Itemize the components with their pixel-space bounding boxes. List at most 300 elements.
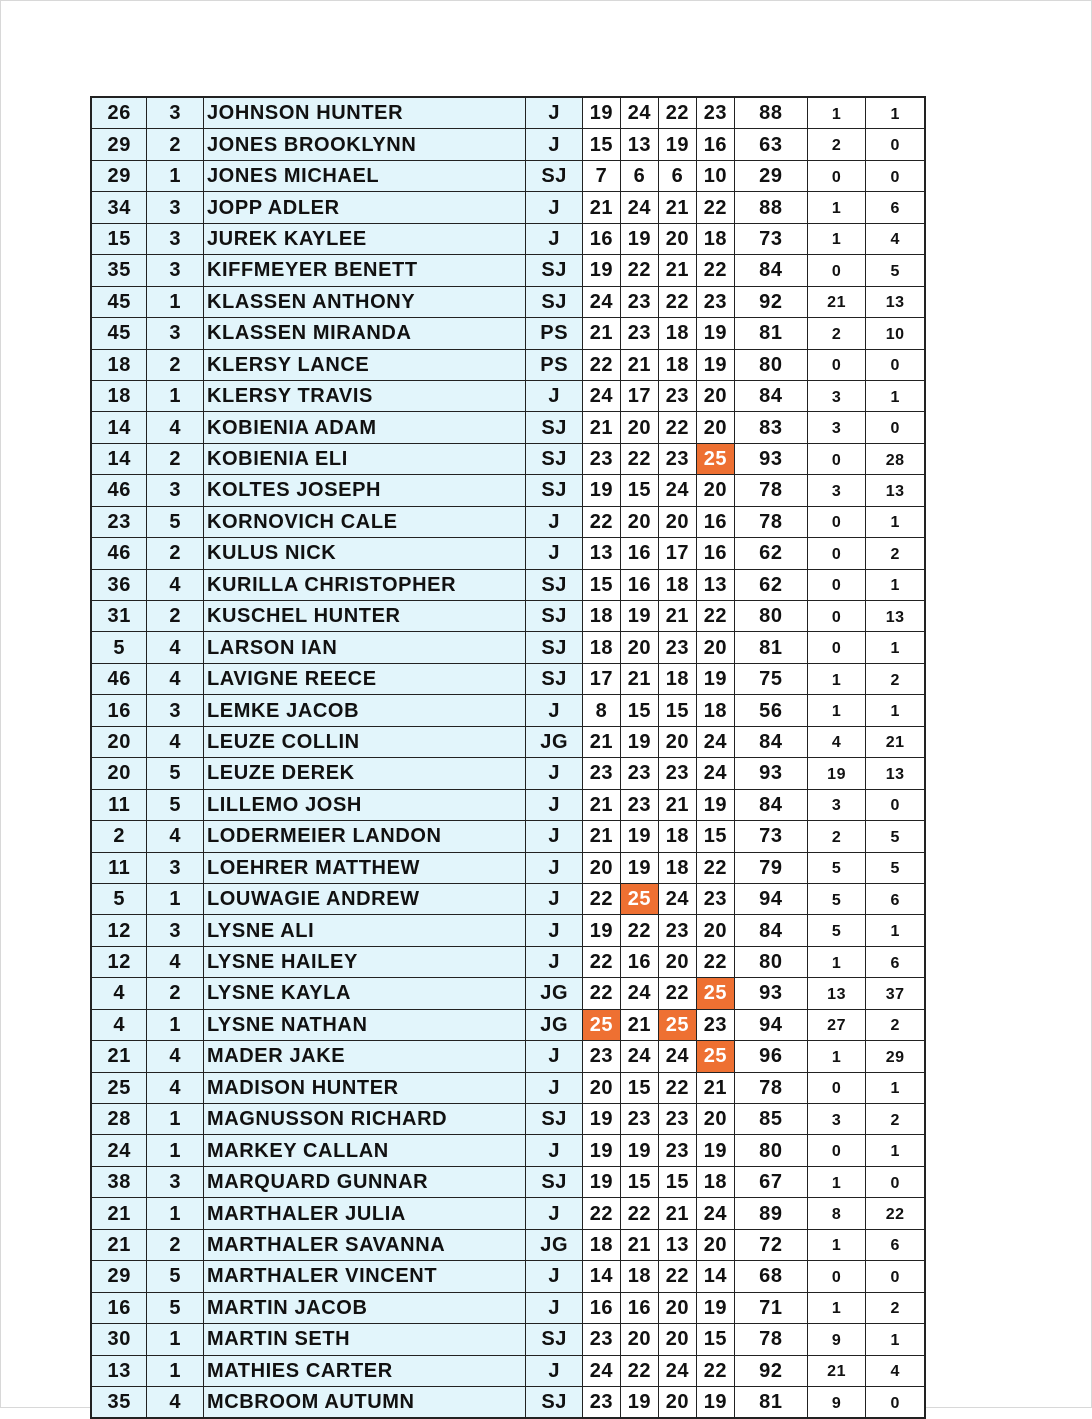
shooter-name-cell: KORNOVICH CALE xyxy=(203,506,526,537)
round-4-cell: 20 xyxy=(696,412,734,443)
round-4-cell: 25 xyxy=(696,1041,734,1072)
position-cell: 2 xyxy=(147,538,203,569)
total-cell: 89 xyxy=(734,1198,807,1229)
position-cell: 3 xyxy=(147,695,203,726)
table-row xyxy=(91,695,925,726)
x-count-cell: 2 xyxy=(807,821,866,852)
shooter-name-cell: LEUZE COLLIN xyxy=(203,726,526,757)
round-4-cell: 22 xyxy=(696,852,734,883)
x-count-cell: 0 xyxy=(807,1135,866,1166)
round-1-cell: 21 xyxy=(582,789,620,820)
round-2-cell: 16 xyxy=(620,946,658,977)
position-cell: 4 xyxy=(147,1072,203,1103)
x-count-cell: 2 xyxy=(807,129,866,160)
table-row xyxy=(91,601,925,632)
round-1-cell: 19 xyxy=(582,1166,620,1197)
round-3-cell: 20 xyxy=(658,1324,696,1355)
lane-cell: 12 xyxy=(91,915,147,946)
position-cell: 2 xyxy=(147,443,203,474)
table-row xyxy=(91,223,925,254)
table-row xyxy=(91,663,925,694)
round-3-cell: 19 xyxy=(658,129,696,160)
round-4-cell: 10 xyxy=(696,160,734,191)
round-1-cell: 18 xyxy=(582,632,620,663)
x-count-cell: 19 xyxy=(807,758,866,789)
table-row xyxy=(91,758,925,789)
class-cell: J xyxy=(526,1261,582,1292)
round-3-cell: 18 xyxy=(658,852,696,883)
lane-cell: 45 xyxy=(91,286,147,317)
lane-cell: 45 xyxy=(91,318,147,349)
t-count-cell: 1 xyxy=(866,915,925,946)
shooter-name-cell: KOBIENIA ELI xyxy=(203,443,526,474)
total-cell: 81 xyxy=(734,318,807,349)
table-row xyxy=(91,915,925,946)
table-row xyxy=(91,821,925,852)
round-1-cell: 7 xyxy=(582,160,620,191)
round-1-cell: 21 xyxy=(582,412,620,443)
round-4-cell: 16 xyxy=(696,538,734,569)
round-1-cell: 21 xyxy=(582,726,620,757)
round-4-cell: 13 xyxy=(696,569,734,600)
round-3-cell: 21 xyxy=(658,601,696,632)
lane-cell: 46 xyxy=(91,663,147,694)
x-count-cell: 1 xyxy=(807,946,866,977)
table-row xyxy=(91,160,925,191)
round-1-cell: 18 xyxy=(582,601,620,632)
table-row xyxy=(91,1009,925,1040)
round-2-cell: 6 xyxy=(620,160,658,191)
round-4-cell: 23 xyxy=(696,883,734,914)
x-count-cell: 0 xyxy=(807,506,866,537)
total-cell: 84 xyxy=(734,726,807,757)
round-2-cell: 23 xyxy=(620,1104,658,1135)
round-3-cell: 23 xyxy=(658,380,696,411)
shooter-name-cell: LYSNE NATHAN xyxy=(203,1009,526,1040)
position-cell: 1 xyxy=(147,286,203,317)
position-cell: 4 xyxy=(147,1041,203,1072)
t-count-cell: 1 xyxy=(866,1324,925,1355)
round-2-cell: 22 xyxy=(620,255,658,286)
round-2-cell: 21 xyxy=(620,1229,658,1260)
x-count-cell: 0 xyxy=(807,160,866,191)
shooter-name-cell: LOUWAGIE ANDREW xyxy=(203,883,526,914)
shooter-name-cell: MARTHALER VINCENT xyxy=(203,1261,526,1292)
round-1-cell: 22 xyxy=(582,349,620,380)
x-count-cell: 3 xyxy=(807,475,866,506)
total-cell: 73 xyxy=(734,223,807,254)
round-4-cell: 23 xyxy=(696,97,734,129)
lane-cell: 31 xyxy=(91,601,147,632)
shooter-name-cell: LOEHRER MATTHEW xyxy=(203,852,526,883)
x-count-cell: 13 xyxy=(807,978,866,1009)
round-2-cell: 17 xyxy=(620,380,658,411)
round-3-cell: 24 xyxy=(658,1355,696,1386)
position-cell: 3 xyxy=(147,475,203,506)
total-cell: 92 xyxy=(734,286,807,317)
class-cell: SJ xyxy=(526,1166,582,1197)
round-3-cell: 18 xyxy=(658,349,696,380)
position-cell: 2 xyxy=(147,129,203,160)
shooter-name-cell: MARKEY CALLAN xyxy=(203,1135,526,1166)
lane-cell: 11 xyxy=(91,852,147,883)
table-row xyxy=(91,789,925,820)
round-1-cell: 13 xyxy=(582,538,620,569)
total-cell: 80 xyxy=(734,1135,807,1166)
round-3-cell: 21 xyxy=(658,192,696,223)
total-cell: 29 xyxy=(734,160,807,191)
round-2-cell: 22 xyxy=(620,1355,658,1386)
position-cell: 3 xyxy=(147,318,203,349)
total-cell: 96 xyxy=(734,1041,807,1072)
round-4-cell: 19 xyxy=(696,663,734,694)
round-1-cell: 23 xyxy=(582,1324,620,1355)
shooter-name-cell: KIFFMEYER BENETT xyxy=(203,255,526,286)
round-4-cell: 16 xyxy=(696,129,734,160)
lane-cell: 29 xyxy=(91,1261,147,1292)
class-cell: J xyxy=(526,192,582,223)
round-3-cell: 17 xyxy=(658,538,696,569)
table-row xyxy=(91,538,925,569)
table-row xyxy=(91,883,925,914)
lane-cell: 18 xyxy=(91,380,147,411)
table-row xyxy=(91,255,925,286)
round-1-cell: 23 xyxy=(582,443,620,474)
round-3-cell: 24 xyxy=(658,475,696,506)
round-1-cell: 15 xyxy=(582,569,620,600)
table-row xyxy=(91,506,925,537)
shooter-name-cell: MCBROOM AUTUMN xyxy=(203,1386,526,1418)
round-2-cell: 24 xyxy=(620,97,658,129)
round-4-cell: 19 xyxy=(696,349,734,380)
round-1-cell: 23 xyxy=(582,1041,620,1072)
t-count-cell: 1 xyxy=(866,97,925,129)
round-4-cell: 20 xyxy=(696,632,734,663)
x-count-cell: 0 xyxy=(807,601,866,632)
class-cell: J xyxy=(526,1292,582,1323)
round-1-cell: 22 xyxy=(582,883,620,914)
class-cell: J xyxy=(526,97,582,129)
total-cell: 81 xyxy=(734,632,807,663)
position-cell: 1 xyxy=(147,1135,203,1166)
table-row xyxy=(91,946,925,977)
class-cell: J xyxy=(526,695,582,726)
shooter-name-cell: KUSCHEL HUNTER xyxy=(203,601,526,632)
t-count-cell: 37 xyxy=(866,978,925,1009)
lane-cell: 15 xyxy=(91,223,147,254)
round-3-cell: 20 xyxy=(658,223,696,254)
x-count-cell: 2 xyxy=(807,318,866,349)
round-2-cell: 15 xyxy=(620,1166,658,1197)
round-2-cell: 22 xyxy=(620,443,658,474)
position-cell: 2 xyxy=(147,601,203,632)
round-1-cell: 23 xyxy=(582,1386,620,1418)
round-4-cell: 22 xyxy=(696,946,734,977)
total-cell: 84 xyxy=(734,380,807,411)
t-count-cell: 2 xyxy=(866,663,925,694)
position-cell: 1 xyxy=(147,1104,203,1135)
position-cell: 1 xyxy=(147,1355,203,1386)
class-cell: SJ xyxy=(526,601,582,632)
class-cell: J xyxy=(526,129,582,160)
class-cell: J xyxy=(526,821,582,852)
round-2-cell: 16 xyxy=(620,1292,658,1323)
t-count-cell: 6 xyxy=(866,1229,925,1260)
total-cell: 78 xyxy=(734,1324,807,1355)
position-cell: 4 xyxy=(147,821,203,852)
table-row xyxy=(91,412,925,443)
round-4-cell: 18 xyxy=(696,1166,734,1197)
round-1-cell: 16 xyxy=(582,1292,620,1323)
shooter-name-cell: MARQUARD GUNNAR xyxy=(203,1166,526,1197)
total-cell: 93 xyxy=(734,443,807,474)
x-count-cell: 1 xyxy=(807,695,866,726)
x-count-cell: 5 xyxy=(807,852,866,883)
class-cell: J xyxy=(526,1355,582,1386)
x-count-cell: 5 xyxy=(807,883,866,914)
total-cell: 81 xyxy=(734,1386,807,1418)
x-count-cell: 5 xyxy=(807,915,866,946)
round-3-cell: 25 xyxy=(658,1009,696,1040)
round-4-cell: 25 xyxy=(696,978,734,1009)
round-2-cell: 19 xyxy=(620,821,658,852)
lane-cell: 5 xyxy=(91,883,147,914)
x-count-cell: 9 xyxy=(807,1386,866,1418)
round-2-cell: 19 xyxy=(620,223,658,254)
round-3-cell: 22 xyxy=(658,978,696,1009)
shooter-name-cell: LODERMEIER LANDON xyxy=(203,821,526,852)
x-count-cell: 0 xyxy=(807,255,866,286)
total-cell: 73 xyxy=(734,821,807,852)
total-cell: 67 xyxy=(734,1166,807,1197)
shooter-name-cell: JONES MICHAEL xyxy=(203,160,526,191)
round-1-cell: 14 xyxy=(582,1261,620,1292)
lane-cell: 21 xyxy=(91,1041,147,1072)
x-count-cell: 3 xyxy=(807,412,866,443)
t-count-cell: 2 xyxy=(866,1292,925,1323)
round-1-cell: 20 xyxy=(582,852,620,883)
class-cell: J xyxy=(526,538,582,569)
total-cell: 72 xyxy=(734,1229,807,1260)
shooter-name-cell: MARTIN SETH xyxy=(203,1324,526,1355)
class-cell: JG xyxy=(526,1009,582,1040)
x-count-cell: 21 xyxy=(807,286,866,317)
round-2-cell: 16 xyxy=(620,569,658,600)
shooter-name-cell: LARSON IAN xyxy=(203,632,526,663)
total-cell: 75 xyxy=(734,663,807,694)
round-3-cell: 6 xyxy=(658,160,696,191)
round-1-cell: 19 xyxy=(582,475,620,506)
total-cell: 78 xyxy=(734,506,807,537)
round-3-cell: 23 xyxy=(658,1135,696,1166)
t-count-cell: 0 xyxy=(866,412,925,443)
round-1-cell: 20 xyxy=(582,1072,620,1103)
lane-cell: 29 xyxy=(91,160,147,191)
total-cell: 62 xyxy=(734,569,807,600)
round-2-cell: 15 xyxy=(620,475,658,506)
shooter-name-cell: MATHIES CARTER xyxy=(203,1355,526,1386)
t-count-cell: 1 xyxy=(866,1135,925,1166)
position-cell: 3 xyxy=(147,852,203,883)
round-1-cell: 8 xyxy=(582,695,620,726)
class-cell: SJ xyxy=(526,286,582,317)
shooter-name-cell: LYSNE HAILEY xyxy=(203,946,526,977)
x-count-cell: 1 xyxy=(807,97,866,129)
table-row xyxy=(91,1261,925,1292)
shooter-name-cell: JONES BROOKLYNN xyxy=(203,129,526,160)
lane-cell: 46 xyxy=(91,475,147,506)
x-count-cell: 3 xyxy=(807,789,866,820)
class-cell: PS xyxy=(526,318,582,349)
t-count-cell: 5 xyxy=(866,255,925,286)
round-2-cell: 19 xyxy=(620,601,658,632)
lane-cell: 23 xyxy=(91,506,147,537)
shooter-name-cell: JUREK KAYLEE xyxy=(203,223,526,254)
lane-cell: 16 xyxy=(91,695,147,726)
round-1-cell: 18 xyxy=(582,1229,620,1260)
x-count-cell: 1 xyxy=(807,1292,866,1323)
position-cell: 5 xyxy=(147,1261,203,1292)
round-3-cell: 22 xyxy=(658,286,696,317)
round-2-cell: 24 xyxy=(620,192,658,223)
class-cell: J xyxy=(526,758,582,789)
position-cell: 2 xyxy=(147,349,203,380)
round-3-cell: 22 xyxy=(658,1072,696,1103)
lane-cell: 4 xyxy=(91,978,147,1009)
round-2-cell: 19 xyxy=(620,726,658,757)
class-cell: J xyxy=(526,946,582,977)
round-4-cell: 18 xyxy=(696,695,734,726)
class-cell: SJ xyxy=(526,632,582,663)
round-2-cell: 24 xyxy=(620,1041,658,1072)
lane-cell: 12 xyxy=(91,946,147,977)
x-count-cell: 1 xyxy=(807,663,866,694)
shooter-name-cell: KLASSEN ANTHONY xyxy=(203,286,526,317)
round-1-cell: 19 xyxy=(582,1135,620,1166)
round-3-cell: 21 xyxy=(658,789,696,820)
round-4-cell: 19 xyxy=(696,1135,734,1166)
round-3-cell: 21 xyxy=(658,1198,696,1229)
round-1-cell: 22 xyxy=(582,1198,620,1229)
round-3-cell: 21 xyxy=(658,255,696,286)
round-2-cell: 22 xyxy=(620,1198,658,1229)
round-4-cell: 22 xyxy=(696,601,734,632)
t-count-cell: 10 xyxy=(866,318,925,349)
round-3-cell: 13 xyxy=(658,1229,696,1260)
round-2-cell: 21 xyxy=(620,349,658,380)
table-row xyxy=(91,1135,925,1166)
t-count-cell: 13 xyxy=(866,601,925,632)
table-row xyxy=(91,1355,925,1386)
class-cell: J xyxy=(526,852,582,883)
t-count-cell: 6 xyxy=(866,946,925,977)
table-row xyxy=(91,286,925,317)
round-2-cell: 18 xyxy=(620,1261,658,1292)
round-2-cell: 16 xyxy=(620,538,658,569)
t-count-cell: 13 xyxy=(866,286,925,317)
shooter-name-cell: LAVIGNE REECE xyxy=(203,663,526,694)
x-count-cell: 0 xyxy=(807,443,866,474)
round-3-cell: 18 xyxy=(658,663,696,694)
total-cell: 78 xyxy=(734,1072,807,1103)
round-4-cell: 22 xyxy=(696,1355,734,1386)
position-cell: 4 xyxy=(147,412,203,443)
round-2-cell: 20 xyxy=(620,1324,658,1355)
class-cell: J xyxy=(526,1198,582,1229)
x-count-cell: 0 xyxy=(807,538,866,569)
round-2-cell: 20 xyxy=(620,412,658,443)
position-cell: 4 xyxy=(147,946,203,977)
round-4-cell: 19 xyxy=(696,1386,734,1418)
lane-cell: 30 xyxy=(91,1324,147,1355)
class-cell: JG xyxy=(526,978,582,1009)
total-cell: 85 xyxy=(734,1104,807,1135)
round-2-cell: 19 xyxy=(620,1135,658,1166)
class-cell: J xyxy=(526,1135,582,1166)
round-1-cell: 19 xyxy=(582,915,620,946)
shooter-name-cell: MARTIN JACOB xyxy=(203,1292,526,1323)
x-count-cell: 3 xyxy=(807,380,866,411)
t-count-cell: 1 xyxy=(866,695,925,726)
lane-cell: 14 xyxy=(91,443,147,474)
t-count-cell: 2 xyxy=(866,1104,925,1135)
round-3-cell: 18 xyxy=(658,318,696,349)
table-row xyxy=(91,1166,925,1197)
round-2-cell: 20 xyxy=(620,632,658,663)
class-cell: J xyxy=(526,883,582,914)
x-count-cell: 1 xyxy=(807,1041,866,1072)
t-count-cell: 0 xyxy=(866,1386,925,1418)
t-count-cell: 0 xyxy=(866,129,925,160)
t-count-cell: 0 xyxy=(866,349,925,380)
round-3-cell: 15 xyxy=(658,695,696,726)
round-3-cell: 18 xyxy=(658,569,696,600)
class-cell: JG xyxy=(526,726,582,757)
round-4-cell: 20 xyxy=(696,915,734,946)
total-cell: 84 xyxy=(734,255,807,286)
round-2-cell: 23 xyxy=(620,286,658,317)
round-3-cell: 22 xyxy=(658,412,696,443)
position-cell: 1 xyxy=(147,1009,203,1040)
lane-cell: 14 xyxy=(91,412,147,443)
score-table xyxy=(90,96,926,1419)
t-count-cell: 1 xyxy=(866,506,925,537)
round-4-cell: 16 xyxy=(696,506,734,537)
total-cell: 80 xyxy=(734,601,807,632)
t-count-cell: 6 xyxy=(866,883,925,914)
t-count-cell: 29 xyxy=(866,1041,925,1072)
total-cell: 62 xyxy=(734,538,807,569)
lane-cell: 35 xyxy=(91,1386,147,1418)
table-row xyxy=(91,1072,925,1103)
total-cell: 88 xyxy=(734,97,807,129)
x-count-cell: 1 xyxy=(807,223,866,254)
round-2-cell: 19 xyxy=(620,852,658,883)
score-table-body xyxy=(91,97,925,1418)
class-cell: SJ xyxy=(526,569,582,600)
round-1-cell: 23 xyxy=(582,758,620,789)
shooter-name-cell: LYSNE KAYLA xyxy=(203,978,526,1009)
shooter-name-cell: KULUS NICK xyxy=(203,538,526,569)
class-cell: J xyxy=(526,789,582,820)
lane-cell: 16 xyxy=(91,1292,147,1323)
table-row xyxy=(91,443,925,474)
round-1-cell: 21 xyxy=(582,318,620,349)
t-count-cell: 1 xyxy=(866,380,925,411)
shooter-name-cell: KOBIENIA ADAM xyxy=(203,412,526,443)
lane-cell: 20 xyxy=(91,758,147,789)
class-cell: J xyxy=(526,380,582,411)
